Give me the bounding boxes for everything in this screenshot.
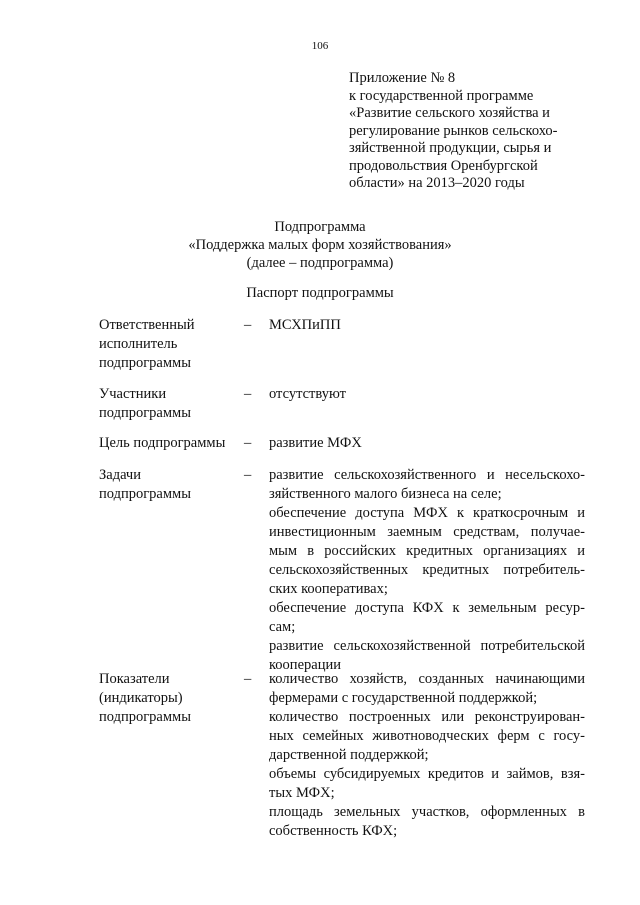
row-value: [269, 466, 585, 675]
row-value: [269, 385, 585, 404]
value-paragraph: МСХПиПП: [269, 317, 341, 333]
value-paragraph: отсутствуют: [269, 386, 346, 402]
value-paragraph: развитие МФХ: [269, 435, 362, 451]
dash-separator: –: [244, 467, 252, 483]
label-line: подпрограммы: [99, 405, 191, 421]
label-line: (индикаторы): [99, 690, 183, 706]
value-paragraph: объемы субсидируемых кредитов и займов, взя-тых МФХ;: [269, 766, 585, 801]
appendix-line: области» на 2013–2020 годы: [349, 175, 525, 191]
row-label: [99, 466, 234, 504]
row-label: [99, 316, 234, 373]
value-paragraph: обеспечение доступа КФХ к земельным ресур-сам;: [269, 600, 585, 635]
row-value: [269, 316, 585, 335]
value-paragraph: количество хозяйств, созданных начинающими фермерами с государственной поддержкой;: [269, 671, 585, 706]
appendix-line: зяйственной продукции, сырья и: [349, 140, 552, 156]
row-value: [269, 670, 585, 841]
dash-separator: –: [244, 386, 252, 402]
value-paragraph: обеспечение доступа МФХ к краткосрочным и инвестиционным заемным средствам, получае-мым в российских кредитных организациях и сельскохозяйственных кредитных потребитель-ских кооперативах;: [269, 505, 585, 597]
row-label: [99, 670, 234, 727]
appendix-block: [349, 70, 584, 193]
value-paragraph: развитие сельскохозяйственного и несельскохо-зяйственного малого бизнеса на селе;: [269, 467, 585, 502]
value-paragraph: площадь земельных участков, оформленных в собственность КФХ;: [269, 804, 585, 839]
appendix-line: регулирование рынков сельскохо-: [349, 122, 558, 139]
dash-separator: –: [244, 317, 252, 333]
row-value: [269, 434, 585, 453]
appendix-line: продовольствия Оренбургской: [349, 157, 538, 174]
appendix-line: «Развитие сельского хозяйства и: [349, 105, 550, 121]
dash-separator: –: [244, 671, 252, 687]
label-line: Задачи: [99, 467, 141, 483]
dash-separator: –: [244, 435, 252, 451]
subprogram-heading: Подпрограмма: [274, 219, 366, 235]
passport-title: Паспорт подпрограммы: [246, 285, 394, 301]
row-label: [99, 434, 234, 453]
label-line: Ответственный: [99, 317, 195, 333]
label-line: подпрограммы: [99, 355, 191, 371]
label-line: подпрограммы: [99, 709, 191, 725]
subprogram-alias: (далее – подпрограмма): [246, 255, 394, 271]
label-line: исполнитель: [99, 336, 178, 352]
label-line: Участники: [99, 386, 167, 402]
subprogram-name: «Поддержка малых форм хозяйствования»: [188, 237, 452, 253]
label-line: подпрограммы: [99, 486, 191, 502]
page-number: 106: [311, 40, 329, 52]
value-paragraph: количество построенных или реконструирован-ных семейных животноводческих ферм с госу-дарственной поддержкой;: [269, 709, 585, 763]
value-paragraph: развитие сельскохозяйственной потребительской кооперации: [269, 638, 585, 673]
appendix-line: Приложение № 8: [349, 70, 456, 86]
label-line: Цель подпрограммы: [99, 435, 226, 451]
row-label: [99, 385, 234, 423]
label-line: Показатели: [99, 671, 170, 687]
appendix-line: к государственной программе: [349, 87, 534, 104]
